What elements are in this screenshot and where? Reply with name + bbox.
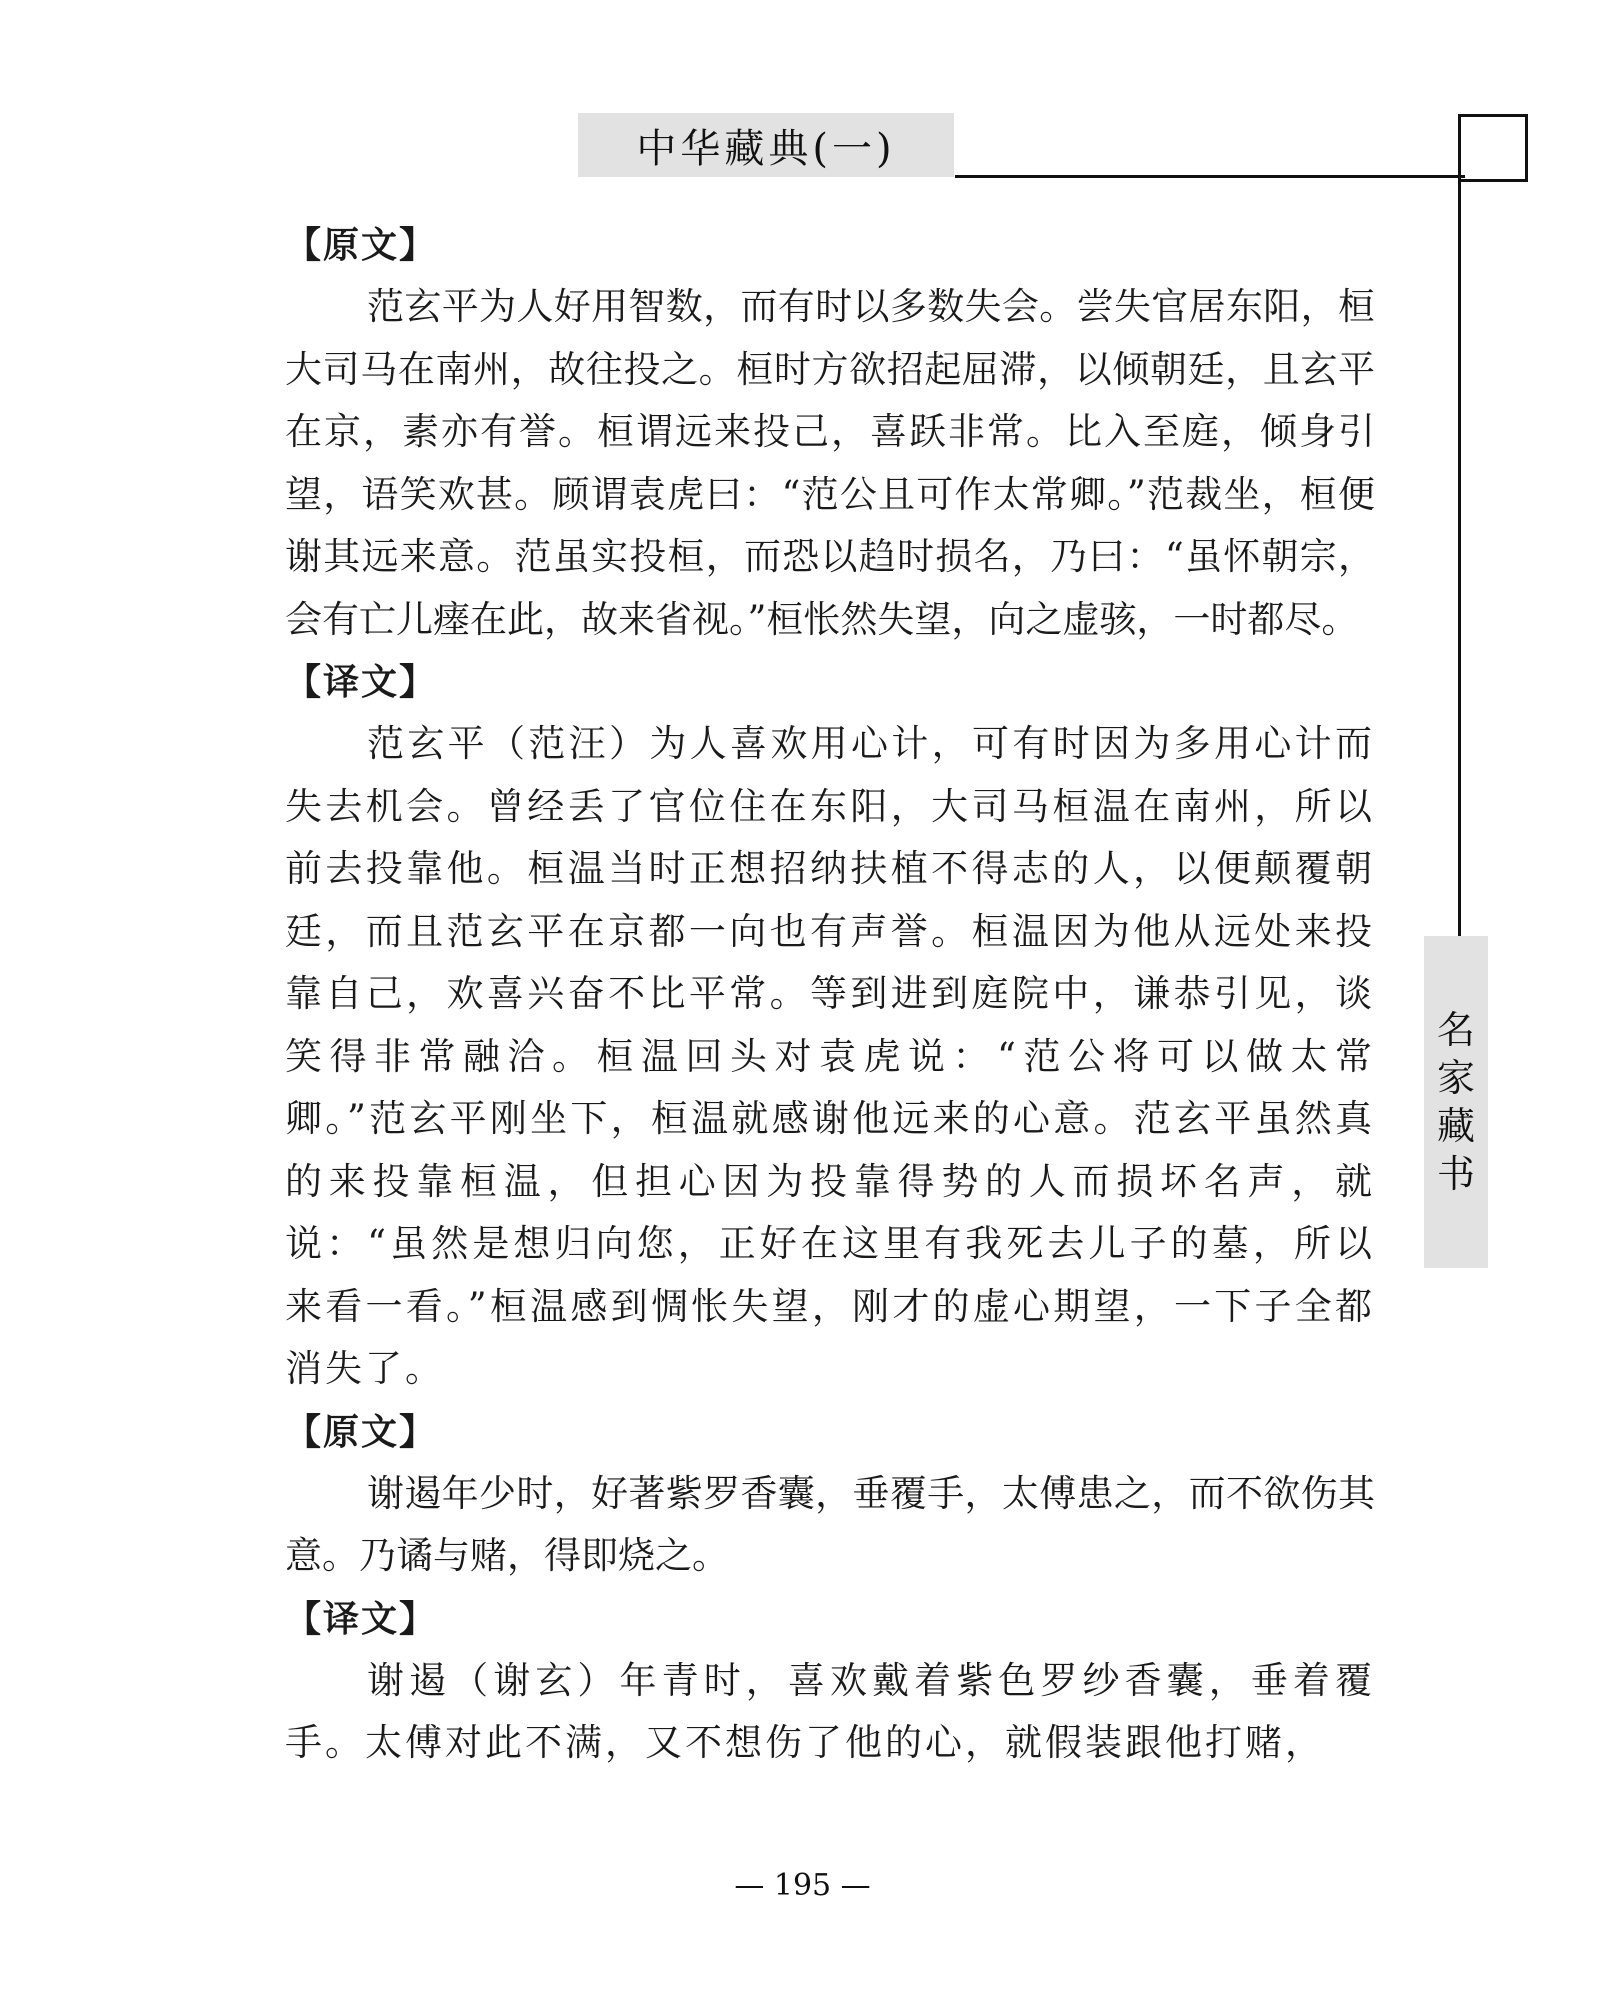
side-tab-char: 名 (1436, 1008, 1475, 1052)
original-text-paragraph: 谢遏年少时，好著紫罗香囊，垂覆手，太傅患之，而不欲伤其意。乃谲与赌，得即烧之。 (285, 1471, 1375, 1577)
section-heading-original: 【原文】 (285, 225, 438, 266)
page-body (285, 218, 1375, 1779)
section-heading-translation: 【译文】 (285, 662, 438, 703)
original-text-paragraph: 范玄平为人好用智数，而有时以多数失会。尝失官居东阳，桓大司马在南州，故往投之。桓时方欲招起屈滞，以倾朝廷，且玄平在京，素亦有誉。桓谓远来投己，喜跃非常。比入至庭，倾身引望，语笑欢甚。顾谓袁虎曰：“范公且可作太常卿。”范裁坐，桓便谢其远来意。范虽实投桓，而恐以趋时损名，乃曰：“虽怀朝宗，会有亡儿瘗在此，故来省视。”桓怅然失望，向之虚骇，一时都尽。 (285, 285, 1375, 641)
side-tab-label (1424, 936, 1488, 1268)
running-header-title: 中华藏典(一) (578, 113, 954, 177)
side-tab-char: 家 (1436, 1056, 1475, 1100)
section-heading-translation: 【译文】 (285, 1598, 438, 1640)
margin-vertical-rule (1458, 114, 1461, 938)
header-corner-box (1458, 114, 1528, 182)
side-tab-char: 书 (1436, 1152, 1475, 1196)
header-rule (955, 175, 1465, 178)
section-heading-original: 【原文】 (285, 1411, 438, 1453)
page-number: — 195 — (734, 1868, 871, 1903)
translation-paragraph: 范玄平（范汪）为人喜欢用心计，可有时因为多用心计而失去机会。曾经丢了官位住在东阳，大司马桓温在南州，所以前去投靠他。桓温当时正想招纳扶植不得志的人，以便颠覆朝廷，而且范玄平在京都一向也有声誉。桓温因为他从远处来投靠自己，欢喜兴奋不比平常。等到进到庭院中，谦恭引见，谈笑得非常融洽。桓温回头对袁虎说：“范公将可以做太常卿。”范玄平刚坐下，桓温就感谢他远来的心意。范玄平虽然真的来投靠桓温，但担心因为投靠得势的人而损坏名声，就说：“虽然是想归向您，正好在这里有我死去儿子的墓，所以来看一看。”桓温感到惆怅失望，刚才的虚心期望，一下子全都消失了。 (285, 722, 1375, 1390)
side-tab-char: 藏 (1436, 1104, 1475, 1148)
translation-paragraph: 谢遏（谢玄）年青时，喜欢戴着紫色罗纱香囊，垂着覆手。太傅对此不满，又不想伤了他的心，就假装跟他打赌， (285, 1658, 1375, 1764)
